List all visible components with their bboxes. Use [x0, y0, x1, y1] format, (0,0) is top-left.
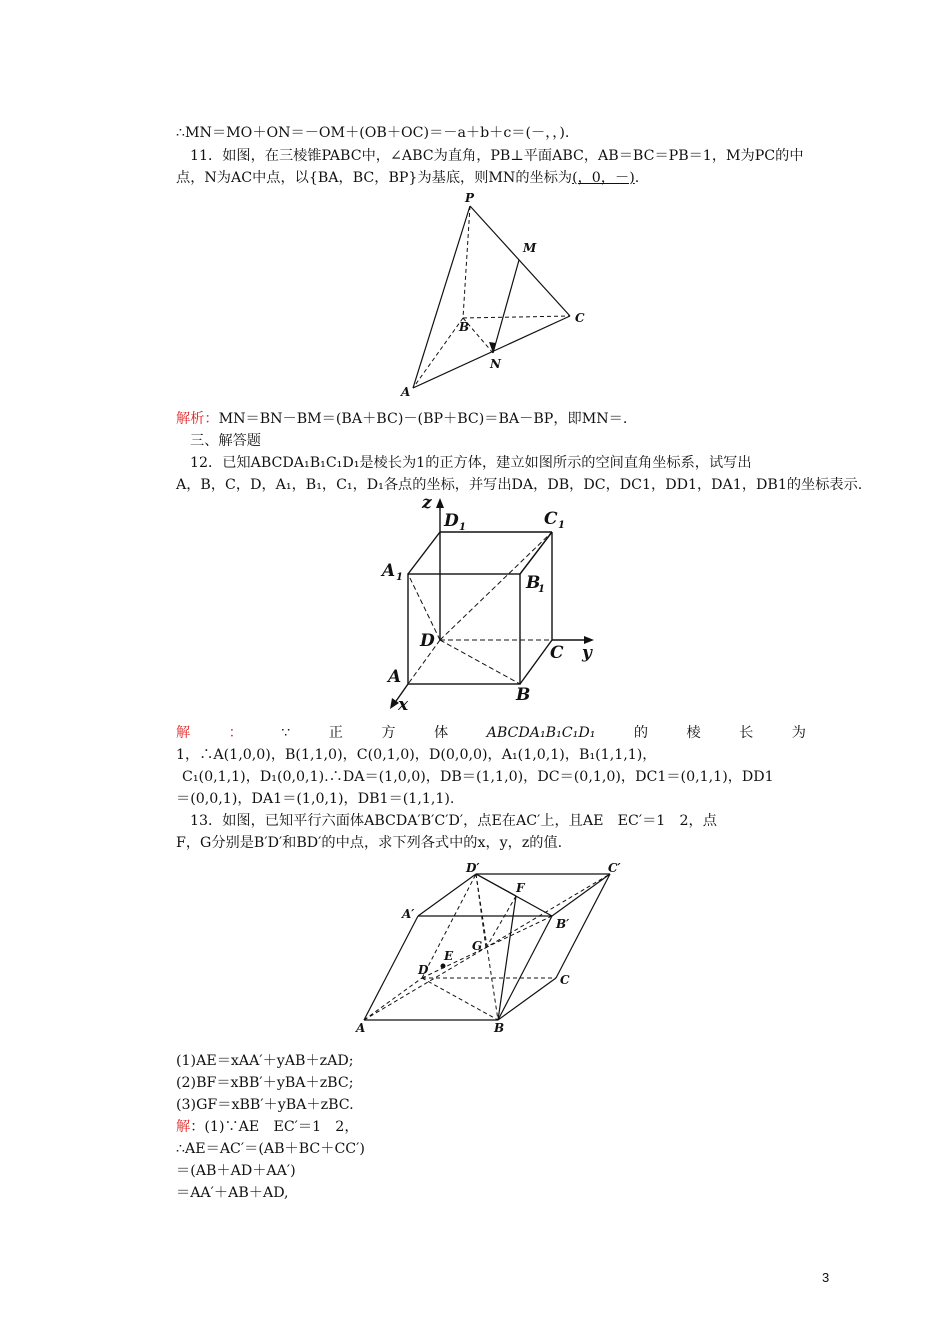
subscript: 1 — [396, 572, 403, 583]
question-13-line1: 13．如图，已知平行六面体ABCDA′B′C′D′，点E在AC′上，且AE EC′＝1 2，点 — [190, 813, 717, 829]
solution-13-line3: ＝(AB＋AD＋AA′) — [176, 1163, 296, 1179]
label-A1: A — [382, 561, 396, 581]
question-11-line2 — [176, 168, 639, 188]
subscript: 1 — [558, 520, 565, 531]
tetrahedron-figure — [395, 188, 595, 398]
word: 体 — [433, 725, 449, 741]
solution-13-line1 — [176, 1117, 359, 1137]
label-G: G — [472, 939, 483, 953]
label-A-prime: A′ — [402, 907, 415, 921]
word: 长 — [739, 725, 754, 741]
word: 的 — [633, 725, 649, 741]
solution-label: 解 — [176, 1119, 191, 1135]
parallelepiped-figure — [350, 858, 640, 1036]
label-C: C — [575, 311, 585, 325]
question-13-line2: F，G分别是B′D′和BD′的中点，求下列各式中的x，y，z的值. — [176, 835, 563, 851]
label-C-prime: C′ — [608, 861, 621, 875]
label-D1: D — [444, 511, 459, 531]
part-1: (1)AE＝xAA′＋yAB＋zAD; — [176, 1053, 354, 1069]
label-N: N — [490, 357, 501, 371]
axis-z: z — [422, 493, 432, 513]
word: 方 — [381, 725, 396, 741]
solution-colon: ： — [228, 725, 243, 741]
solution-12-line2: 1，∴A(1,0,0)，B(1,1,0)，C(0,1,0)，D(0,0,0)，A₁(1,0,1)，B₁(1,1,1)， — [176, 747, 657, 763]
question-12-line2: A，B，C，D，A₁，B₁，C₁，D₁各点的坐标，并写出DA，DB，DC，DC1，DD1，DA1，DB1的坐标表示. — [176, 477, 863, 493]
label-A: A — [401, 385, 411, 398]
label-C: C — [560, 973, 570, 987]
question-11-line1: 11．如图，在三棱锥PABC中，∠ABC为直角，PB⊥平面ABC，AB＝BC＝PB＝1，M为PC的中 — [190, 148, 804, 164]
label-D: D — [420, 631, 435, 651]
label-D: D — [418, 963, 429, 977]
label-C1: C — [544, 509, 558, 529]
solution-11 — [176, 409, 627, 429]
label-C: C — [550, 643, 564, 663]
axis-x: x — [398, 695, 409, 712]
label-M: M — [523, 241, 537, 255]
word: 棱 — [686, 725, 701, 741]
page-number: 3 — [822, 1270, 830, 1285]
solution-text: MN＝BN－BM＝(BA＋BC)－(BP＋BC)＝BA－BP，即MN＝. — [218, 411, 628, 427]
label-B: B — [494, 1021, 505, 1035]
word: 正 — [328, 725, 343, 741]
text-line: ∴MN＝MO＋ON＝－OM＋(OB＋OC)＝－a＋b＋c＝(－，，). — [176, 125, 570, 141]
label-E: E — [444, 949, 454, 963]
solution-text: ：(1)∵AE EC′＝1 2， — [190, 1119, 359, 1135]
label-D-prime: D′ — [466, 861, 480, 875]
label-B: B — [459, 320, 470, 334]
solution-12-line3: C₁(0,1,1)，D₁(0,0,1).∴DA＝(1,0,0)，DB＝(1,1,0)，DC＝(0,1,0)，DC1＝(0,1,1)，DD1 — [182, 769, 774, 785]
label-B: B — [516, 685, 531, 705]
label-B-prime: B′ — [556, 917, 570, 931]
solution-13-line2: ∴AE＝AC′＝(AB＋BC＋CC′) — [176, 1141, 365, 1157]
section-heading: 三、解答题 — [190, 433, 261, 449]
solution-label: 解析： — [176, 411, 219, 427]
answer-blank: (，0，－) — [572, 170, 635, 186]
cube-figure — [378, 492, 608, 712]
question-text: 点，N为AC中点，以{BA，BC，BP}为基底，则MN的坐标为 — [176, 170, 573, 186]
axis-y: y — [582, 643, 592, 663]
label-B1: B — [526, 573, 541, 593]
part-3: (3)GF＝xBB′＋yBA＋zBC. — [176, 1097, 354, 1113]
solution-label: 解 — [176, 725, 191, 741]
label-A: A — [356, 1021, 366, 1035]
subscript: 1 — [538, 584, 545, 595]
part-2: (2)BF＝xBB′＋yBA＋zBC; — [176, 1075, 354, 1091]
subscript: 1 — [459, 522, 466, 533]
solution-13-line4: ＝AA′＋AB＋AD, — [176, 1185, 289, 1201]
word: ABCDA₁B₁C₁D₁ — [486, 725, 596, 741]
label-F: F — [516, 881, 525, 895]
solution-12-line1 — [176, 723, 806, 743]
period: . — [634, 170, 640, 186]
word: ∵ — [281, 725, 291, 741]
question-12-line1: 12．已知ABCDA₁B₁C₁D₁是棱长为1的正方体，建立如图所示的空间直角坐标系，试写出 — [190, 455, 752, 471]
label-A: A — [388, 667, 402, 687]
solution-12-line4: ＝(0,0,1)，DA1＝(1,0,1)，DB1＝(1,1,1). — [176, 791, 455, 807]
word: 为 — [791, 725, 806, 741]
label-P: P — [465, 191, 475, 205]
